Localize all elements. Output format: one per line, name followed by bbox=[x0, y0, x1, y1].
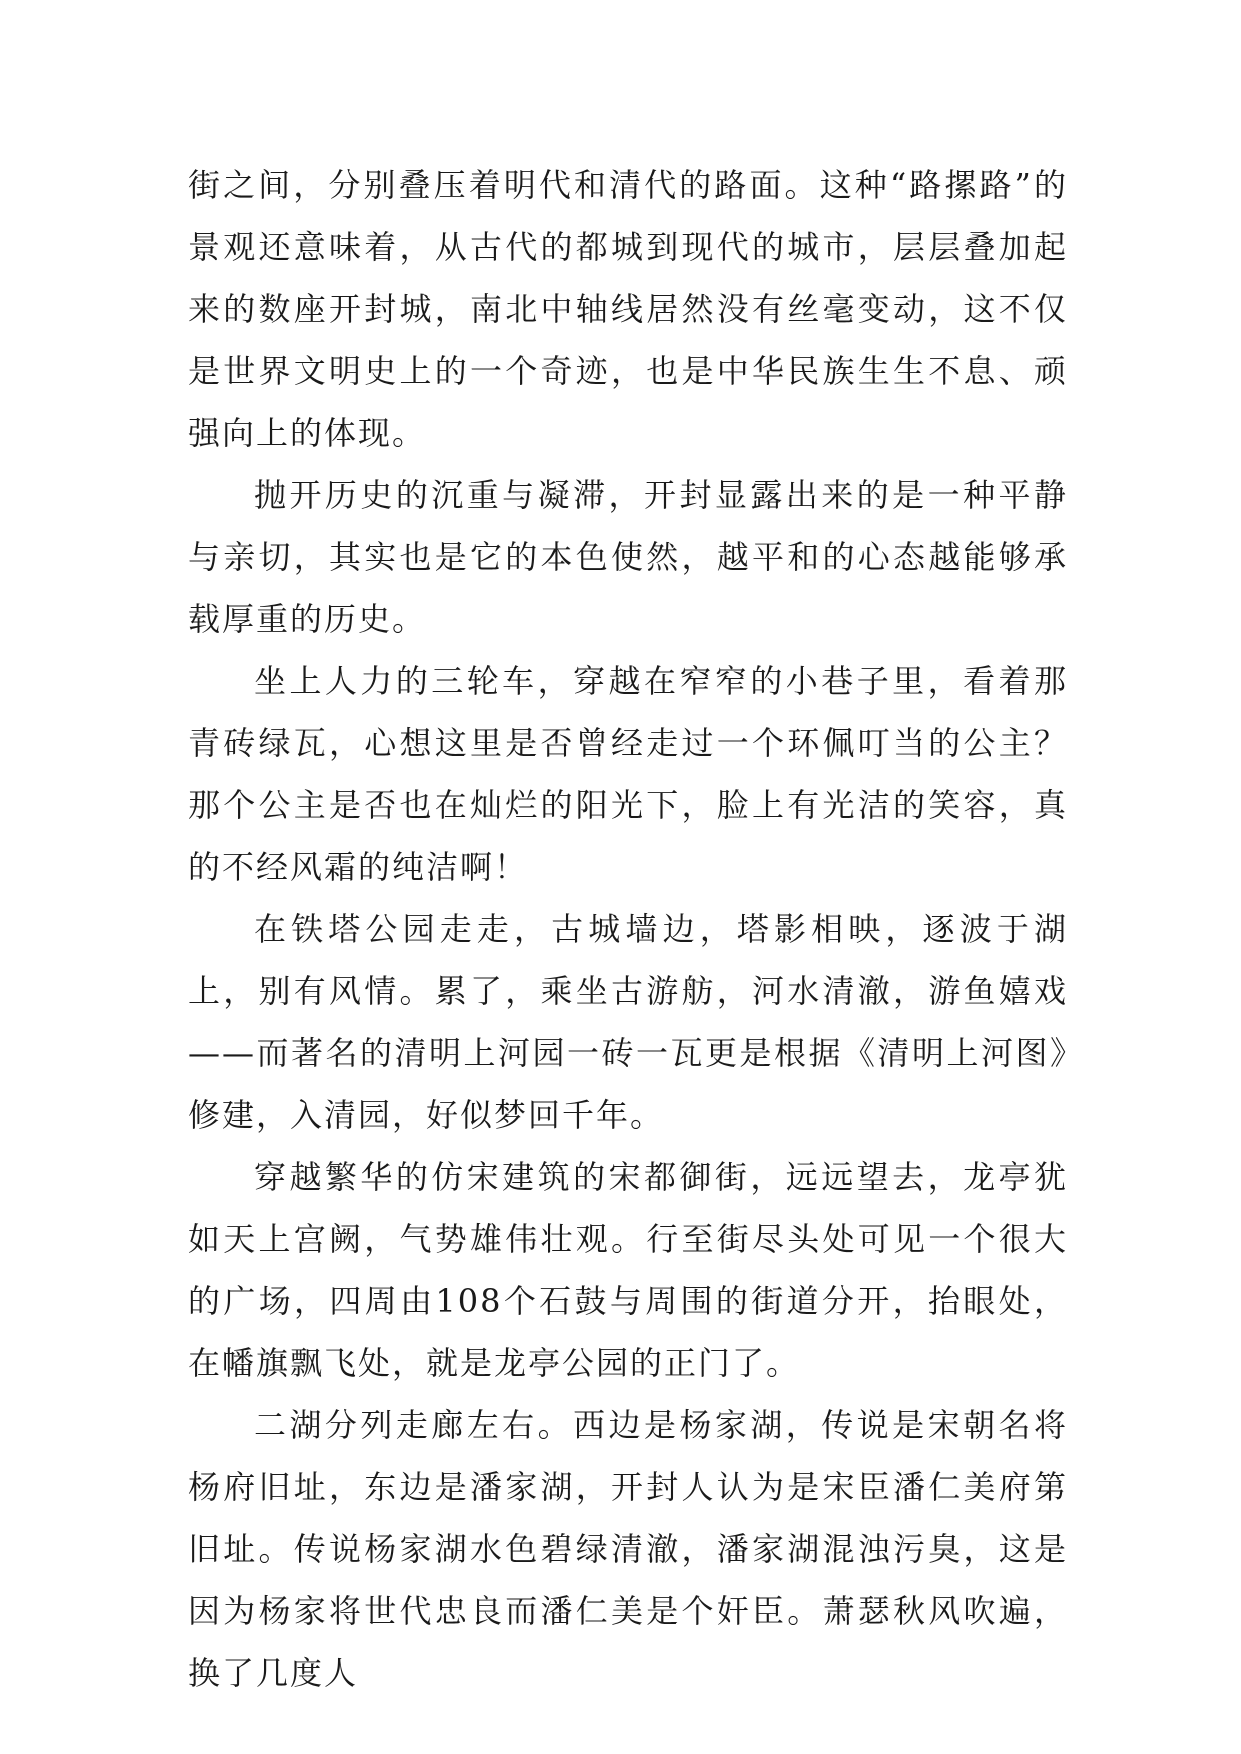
paragraph-1: 街之间，分别叠压着明代和清代的路面。这种“路摞路”的景观还意味着，从古代的都城到现代的城市，层层叠加起来的数座开封城，南北中轴线居然没有丝毫变动，这不仅是世界文明史上的一个奇迹，也是中华民族生生不息、顽强向上的体现。 bbox=[188, 166, 1068, 452]
paragraph-3: 坐上人力的三轮车，穿越在窄窄的小巷子里，看着那青砖绿瓦，心想这里是否曾经走过一个环佩叮当的公主？那个公主是否也在灿烂的阳光下，脸上有光洁的笑容，真的不经风霜的纯洁啊！ bbox=[188, 662, 1068, 886]
paragraph-6: 二湖分列走廊左右。西边是杨家湖，传说是宋朝名将杨府旧址，东边是潘家湖，开封人认为是宋臣潘仁美府第旧址。传说杨家湖水色碧绿清澈，潘家湖混浊污臭，这是因为杨家将世代忠良而潘仁美是个奸臣。萧瑟秋风吹遍，换了几度人 bbox=[188, 1406, 1068, 1692]
paragraph-4: 在铁塔公园走走，古城墙边，塔影相映，逐波于湖上，别有风情。累了，乘坐古游舫，河水清澈，游鱼嬉戏——而著名的清明上河园一砖一瓦更是根据《清明上河图》修建，入清园，好似梦回千年。 bbox=[188, 910, 1068, 1134]
document-body bbox=[188, 154, 1068, 1704]
paragraph-5: 穿越繁华的仿宋建筑的宋都御街，远远望去，龙亭犹如天上宫阙，气势雄伟壮观。行至街尽头处可见一个很大的广场，四周由108个石鼓与周围的街道分开，抬眼处，在幡旗飘飞处，就是龙亭公园的正门了。 bbox=[188, 1158, 1068, 1382]
paragraph-2: 抛开历史的沉重与凝滞，开封显露出来的是一种平静与亲切，其实也是它的本色使然，越平和的心态越能够承载厚重的历史。 bbox=[188, 476, 1068, 638]
